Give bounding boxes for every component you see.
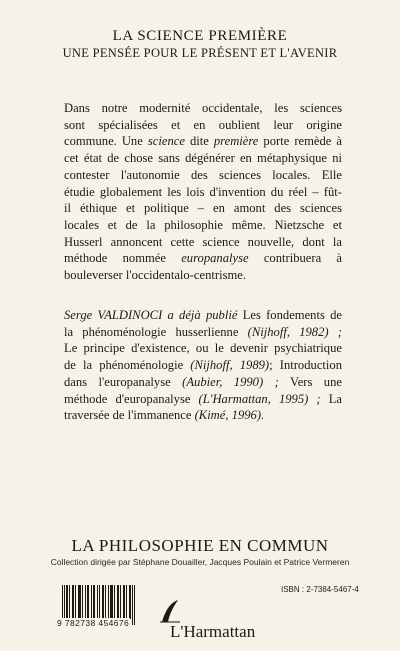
book-subtitle: UNE PENSÉE POUR LE PRÉSENT ET L'AVENIR	[62, 46, 338, 60]
series-title: LA PHILOSOPHIE EN COMMUN	[71, 536, 329, 555]
bibliography-line	[64, 407, 342, 424]
blurb-line	[64, 250, 342, 267]
book-title: LA SCIENCE PREMIÈRE	[112, 28, 288, 44]
text-run: porte remède à	[258, 134, 343, 149]
text-run: dite	[184, 134, 214, 149]
text-run: commune. Une	[64, 134, 148, 149]
text-run: ; Introduction	[269, 358, 342, 373]
text-run: la phénoménologie husserlienne	[64, 324, 248, 339]
blurb-line: locales et de la philosophie même. Nietzsche et	[64, 217, 342, 232]
text-run: traversée de l'immanence	[64, 408, 195, 423]
bibliography-line	[64, 307, 342, 324]
text-run: méthode d'europanalyse	[64, 391, 199, 406]
publisher-name: L'Harmattan	[170, 622, 256, 641]
blurb-line	[64, 133, 342, 150]
blurb-line: sont spécialisées et en oublient leur origine	[64, 117, 342, 132]
blurb-line: Husserl annoncent cette science nouvelle, dont la	[64, 234, 342, 249]
text-run: Vers une	[278, 374, 342, 389]
text-run-italic: (Kimé, 1996).	[194, 408, 265, 423]
bibliography-line	[64, 391, 342, 408]
bibliography-line	[64, 374, 342, 391]
barcode-number: 9 782738 454676	[57, 618, 130, 628]
blurb-line: il éthique et politique – en amont des sciences	[64, 201, 342, 216]
text-run: Les fondements de	[237, 308, 342, 322]
blurb-line: contester l'autonomie des sciences locales. Elle	[64, 167, 342, 182]
isbn: ISBN : 2-7384-5467-4	[281, 585, 359, 594]
text-run: de la phénoménologie	[64, 358, 191, 373]
bibliography-line	[64, 324, 342, 341]
text-run-italic: (Nijhoff, 1982) ;	[247, 324, 342, 339]
author-bibliography	[64, 307, 342, 424]
text-run: dans l'europanalyse	[64, 374, 183, 389]
text-run: La	[320, 391, 342, 406]
publisher-logo-icon	[158, 598, 182, 624]
series-credit: Collection dirigée par Stéphane Douailler, Jacques Poulain et Patrice Vermeren	[50, 557, 350, 567]
text-run-italic: (Nijhoff, 1989)	[190, 358, 270, 373]
text-run: méthode nommée	[64, 251, 182, 266]
blurb-line: cet état de chose sans dégénérer en métaphysique ni	[64, 151, 342, 166]
blurb-paragraph	[64, 100, 342, 284]
bibliography-line: Le principe d'existence, ou le devenir psychiatrique	[64, 341, 342, 356]
blurb-line: Dans notre modernité occidentale, les sciences	[64, 101, 342, 115]
text-run-italic: (Aubier, 1990) ;	[182, 374, 279, 389]
text-run-italic: europanalyse	[181, 251, 249, 266]
author-name: Serge VALDINOCI a déjà publié	[64, 308, 238, 322]
blurb-line: bouleverser l'occidentalo-centrisme.	[64, 268, 247, 283]
text-run-italic: science	[147, 134, 185, 149]
text-run-italic: (L'Harmattan, 1995) ;	[198, 391, 321, 406]
bibliography-line	[64, 357, 342, 374]
text-run: contribuera à	[248, 251, 342, 266]
blurb-line: étudie globalement les lois d'invention du réel – fût-	[64, 184, 342, 199]
text-run-italic: première	[213, 134, 259, 149]
